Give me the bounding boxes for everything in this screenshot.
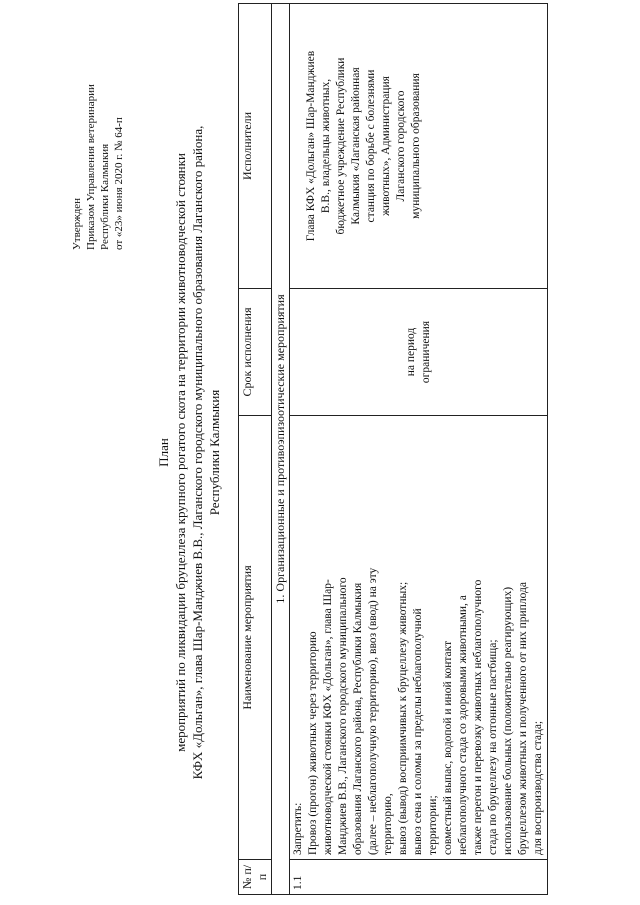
plan-table [238, 3, 548, 895]
approval-line: Приказом Управления ветеринарии [85, 84, 97, 250]
title-line: мероприятий по ликвидации бруцеллеза крупного рогатого скота на территории животноводческой стоянки [173, 153, 188, 752]
section-row [272, 4, 290, 895]
executor-line: Глава КФХ «Дольган» Шар-Манджиев [305, 50, 317, 242]
executor-line: муниципального образования [410, 73, 422, 219]
row-term [290, 289, 548, 416]
measure-line: территорию, [382, 793, 394, 855]
term-line: на период [404, 327, 417, 377]
row-number: 1.1 [290, 860, 548, 895]
header-executors: Исполнители [239, 4, 272, 289]
measure-line: также перегон и перевозку животных неблагополучного [472, 579, 484, 855]
measure-line: неблагополучного стада со здоровыми животными, а [457, 595, 469, 855]
executor-line: животных», Администрация [380, 76, 392, 216]
measure-line: (далее – неблагополучную территорию), ввоз (ввод) на эту [367, 567, 379, 855]
measure-line: территории; [427, 795, 439, 855]
measure-line: вывоз (вывод) восприимчивых к бруцеллезу животных; [397, 581, 409, 855]
approval-line: Республики Калмыкия [99, 143, 111, 250]
header-term: Срок исполнения [239, 289, 272, 416]
executor-line: бюджетное учреждение Республики [335, 57, 347, 235]
table-header-row [239, 4, 272, 895]
row-executors [290, 4, 548, 289]
approval-line: Утвержден [71, 197, 83, 250]
document-title [155, 0, 223, 905]
measure-line: использование больных (положительно реагирующих) [502, 586, 514, 855]
measure-line: совместный выпас, водопой и иной контакт [442, 640, 454, 855]
approval-stamp [70, 20, 126, 250]
measure-line: вывоз сена и соломы за пределы неблагополучной [412, 608, 424, 855]
approval-line: от «23» июня 2020 г. № 64-п [113, 117, 125, 250]
row-measure-text [290, 416, 548, 860]
term-line: ограничения [419, 320, 432, 384]
table-row [290, 4, 548, 895]
measure-line: образования Лаганского района, Республики Калмыкия [352, 582, 364, 855]
executor-line: Лаганского городского [395, 90, 407, 202]
measure-line: стада по бруцеллезу на отгонные пастбища; [487, 639, 499, 855]
title-line: КФХ «Дольган», глава Шар-Манджиев В.В., Лаганского городского муниципального образования Лаганского района, [190, 125, 205, 780]
header-number: № п/п [239, 860, 272, 895]
measure-line: для воспроизводства стада; [532, 720, 544, 855]
title-line: Республики Калмыкия [207, 389, 222, 516]
measure-line: Провоз (прогон) животных через территорию [307, 631, 319, 855]
title-line: План [156, 438, 171, 467]
measure-line: Манджиев В.В., Лаганского городского муниципального [337, 577, 349, 855]
executor-line: В.В., владельцы животных, [320, 78, 332, 214]
section-title: 1. Организационные и противоэпизоотические мероприятия [272, 4, 290, 895]
header-name: Наименование мероприятия [239, 416, 272, 860]
measure-line: бруцеллезом животных и полученного от них приплода [517, 582, 529, 855]
measure-line: Запретить: [292, 802, 304, 855]
measure-line: животноводческой стоянки КФХ «Дольган», глава Шар- [322, 579, 334, 855]
executor-line: станция по борьбе с болезнями [365, 69, 377, 223]
executor-line: Калмыкия «Лаганская районная [350, 67, 362, 225]
